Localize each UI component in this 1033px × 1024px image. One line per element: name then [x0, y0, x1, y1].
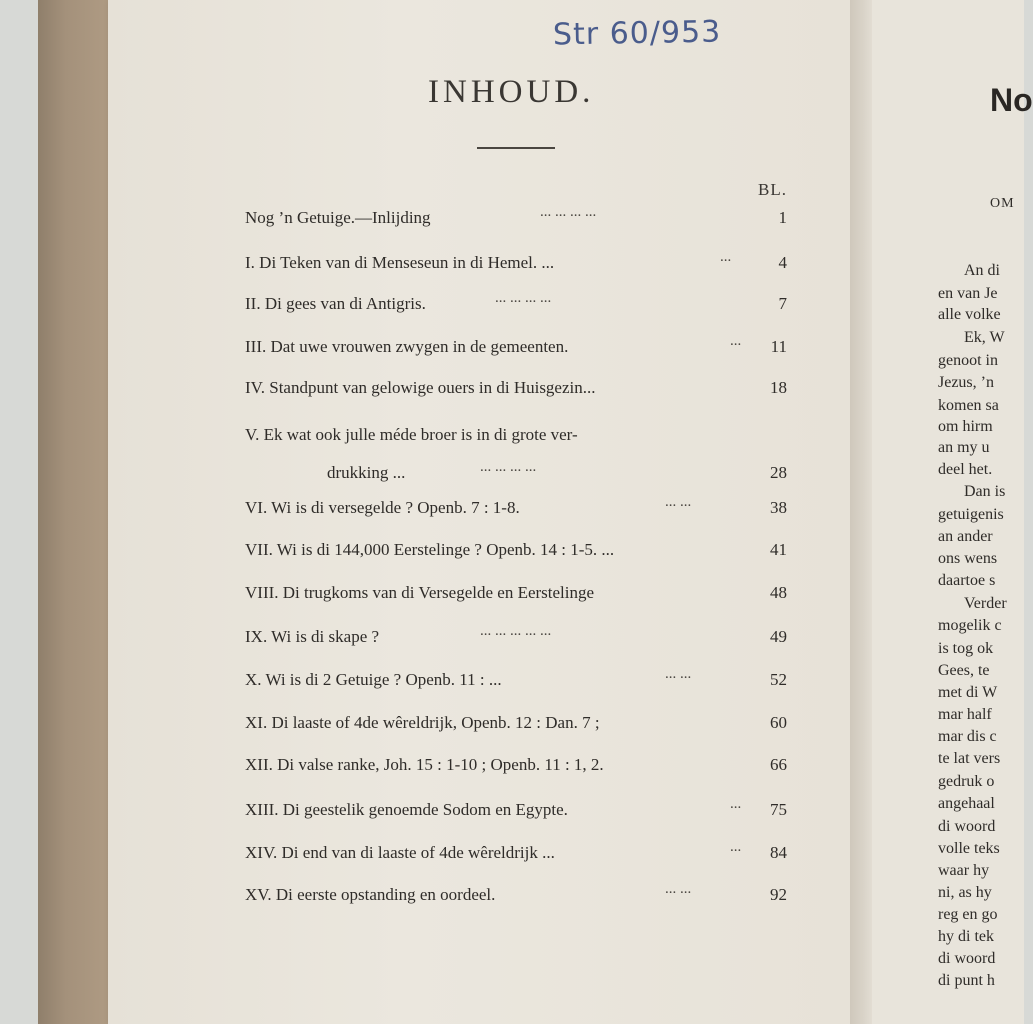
- facing-page-line: di punt h: [938, 972, 995, 989]
- facing-page-line: mogelik c: [938, 617, 1002, 634]
- toc-page-number: 49: [770, 627, 787, 646]
- toc-leader-dots: ... ...: [665, 881, 692, 897]
- toc-entry: [245, 204, 787, 234]
- toc-entry: [245, 249, 787, 279]
- facing-page-line: Dan is: [964, 483, 1006, 500]
- toc-entry: [245, 583, 787, 609]
- toc-page-number: 60: [770, 713, 787, 732]
- toc-entry-title: IV. Standpunt van gelowige ouers in di Huisgezin...: [245, 378, 596, 397]
- toc-page-number: 75: [770, 800, 787, 819]
- toc-leader-dots: ...: [730, 839, 742, 855]
- toc-page-number: 28: [770, 463, 787, 482]
- toc-leader-dots: ... ... ... ...: [495, 290, 552, 306]
- facing-page-line: di woord: [938, 818, 996, 835]
- facing-page-line: reg en go: [938, 906, 998, 923]
- toc-entry: [245, 713, 787, 739]
- facing-page-line: met di W: [938, 684, 998, 701]
- toc-page-number: 66: [770, 755, 787, 774]
- toc-entry: [245, 839, 787, 869]
- facing-page-line: Gees, te: [938, 662, 990, 679]
- toc-entry: [245, 796, 787, 826]
- toc-entry: [245, 333, 787, 363]
- facing-page-line: mar half: [938, 706, 992, 723]
- facing-page-line: an my u: [938, 439, 990, 456]
- toc-entry-title: IX. Wi is di skape ?: [245, 627, 380, 646]
- toc-entry: [245, 755, 787, 781]
- facing-page-line: ni, as hy: [938, 884, 992, 901]
- toc-page-number: 48: [770, 583, 787, 602]
- toc-page-number: 18: [770, 378, 787, 397]
- facing-page-line: di woord: [938, 950, 996, 967]
- page-column-header: BL.: [758, 180, 787, 199]
- toc-page-number: 52: [770, 670, 787, 689]
- facing-page-line: deel het.: [938, 461, 993, 478]
- toc-entry-title-continued: drukking ...: [327, 463, 406, 482]
- book-gutter: [850, 0, 872, 1024]
- facing-page-line: genoot in: [938, 352, 998, 369]
- facing-page-line: Verder: [964, 595, 1007, 612]
- facing-page-line: hy di tek: [938, 928, 994, 945]
- facing-page-line: Ek, W: [964, 329, 1005, 346]
- toc-page-number: 7: [778, 294, 787, 313]
- facing-page-line: gedruk o: [938, 773, 995, 790]
- toc-entry-title: XIV. Di end van di laaste of 4de wêreldrijk ...: [245, 843, 555, 862]
- toc-page-number: 4: [778, 253, 787, 272]
- toc-entry-title: XII. Di valse ranke, Joh. 15 : 1-10 ; Openb. 11 : 1, 2.: [245, 755, 604, 774]
- toc-entry-title: V. Ek wat ook julle méde broer is in di grote ver-: [245, 425, 578, 444]
- toc-page-number: 84: [770, 843, 787, 862]
- toc-entry-title: VII. Wi is di 144,000 Eerstelinge ? Openb. 14 : 1-5. ...: [245, 540, 615, 559]
- facing-page-line: An di: [964, 262, 1000, 279]
- toc-title: INHOUD.: [428, 74, 595, 110]
- toc-entry: [245, 540, 787, 566]
- toc-leader-dots: ... ...: [665, 494, 692, 510]
- toc-leader-dots: ...: [730, 333, 742, 349]
- toc-entry: [245, 623, 787, 653]
- toc-entry-title: III. Dat uwe vrouwen zwygen in de gemeenten.: [245, 337, 569, 356]
- toc-page-number: 41: [770, 540, 787, 559]
- toc-leader-dots: ...: [730, 796, 742, 812]
- toc-entry: [245, 425, 787, 482]
- facing-page-title: No: [990, 82, 1033, 118]
- toc-entry: [245, 494, 787, 524]
- facing-page-line: ons wens: [938, 550, 998, 567]
- toc-entry-title: Nog ’n Getuige.—Inlijding: [245, 208, 431, 227]
- handwritten-shelf-mark: Str 60/953: [552, 14, 722, 53]
- toc-entry-title: XIII. Di geestelik genoemde Sodom en Egypte.: [245, 800, 568, 819]
- toc-entry: [245, 378, 787, 404]
- toc-leader-dots: ... ... ... ...: [540, 204, 597, 220]
- toc-page-number: 1: [778, 208, 787, 227]
- facing-page-line: getuigenis: [938, 506, 1004, 523]
- facing-page-line: en van Je: [938, 285, 998, 302]
- toc-entry-title: VI. Wi is di versegelde ? Openb. 7 : 1-8.: [245, 498, 520, 517]
- facing-page-line: daartoe s: [938, 572, 996, 589]
- toc-page-number: 11: [770, 337, 787, 356]
- facing-page-line: Jezus, ’n: [938, 374, 994, 391]
- toc-leader-dots: ... ... ... ... ...: [480, 623, 552, 639]
- toc-leader-dots: ...: [720, 249, 732, 265]
- toc-leader-dots: ... ...: [665, 666, 692, 682]
- book-cover-edge: [38, 0, 118, 1024]
- facing-page-subtitle: OM: [990, 196, 1015, 211]
- facing-page: [872, 0, 1033, 1024]
- facing-page-line: an ander: [938, 528, 993, 545]
- facing-page-line: waar hy: [938, 862, 990, 879]
- facing-page-line: komen sa: [938, 397, 999, 414]
- toc-entry: [245, 881, 787, 911]
- toc-entry-title: XV. Di eerste opstanding en oordeel.: [245, 885, 496, 904]
- facing-page-line: te lat vers: [938, 750, 1001, 767]
- title-divider: [477, 147, 555, 149]
- toc-entry-title: II. Di gees van di Antigris.: [245, 294, 426, 313]
- toc-entry: [245, 666, 787, 696]
- toc-page-number: 38: [770, 498, 787, 517]
- facing-page-line: angehaal: [938, 795, 995, 812]
- facing-page-line: om hirm: [938, 418, 993, 435]
- facing-page-line: alle volke: [938, 306, 1001, 323]
- toc-entry-title: X. Wi is di 2 Getuige ? Openb. 11 : ...: [245, 670, 502, 689]
- facing-page-line: volle teks: [938, 840, 1000, 857]
- toc-leader-dots: ... ... ... ...: [480, 459, 537, 475]
- toc-entry: [245, 290, 787, 320]
- facing-page-line: mar dis c: [938, 728, 997, 745]
- facing-page-line: is tog ok: [938, 640, 994, 657]
- toc-entry-title: XI. Di laaste of 4de wêreldrijk, Openb. 12 : Dan. 7 ;: [245, 713, 600, 732]
- toc-page-number: 92: [770, 885, 787, 904]
- toc-entry-title: VIII. Di trugkoms van di Versegelde en Eerstelinge: [245, 583, 595, 602]
- toc-entry-title: I. Di Teken van di Menseseun in di Hemel. ...: [245, 253, 555, 272]
